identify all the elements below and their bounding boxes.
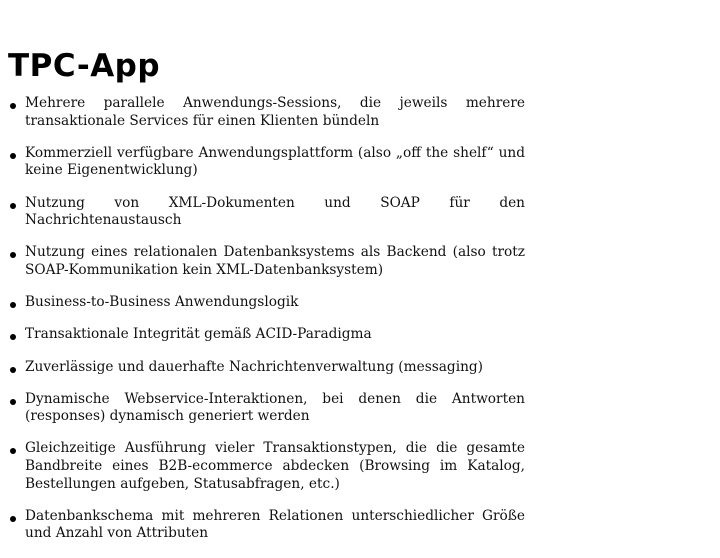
bullet-dot xyxy=(10,516,16,522)
bullet-text: Kommerziell verfügbare Anwendungsplattform (also „off the shelf“ und keine Eigenentwicklung) xyxy=(25,144,525,179)
bullet-text: Business-to-Business Anwendungslogik xyxy=(25,294,299,311)
bullet-text: Transaktionale Integrität gemäß ACID-Paradigma xyxy=(25,326,372,343)
bullet-item xyxy=(0,391,720,426)
bullet-item xyxy=(0,326,720,344)
bullet-list xyxy=(0,95,720,558)
bullet-item xyxy=(0,440,720,493)
bullet-item xyxy=(0,359,720,377)
bullet-dot xyxy=(10,203,16,209)
bullet-text: Dynamische Webservice-Interaktionen, bei denen die Antworten (responses) dynamisch generiert werden xyxy=(25,390,525,425)
bullet-dot xyxy=(10,153,16,159)
bullet-text: Nutzung von XML-Dokumenten und SOAP für den Nachrichtenaustausch xyxy=(25,194,525,229)
bullet-item xyxy=(0,145,720,180)
bullet-dot xyxy=(10,367,16,373)
bullet-item xyxy=(0,195,720,230)
bullet-dot xyxy=(10,302,16,308)
bullet-text: Nutzung eines relationalen Datenbanksystems als Backend (also trotz SOAP-Kommunikation kein XML-Datenbanksystem) xyxy=(25,244,525,278)
bullet-item xyxy=(0,244,720,279)
bullet-dot xyxy=(10,399,16,405)
bullet-dot xyxy=(10,448,16,454)
bullet-text: Datenbankschema mit mehreren Relationen unterschiedlicher Größe und Anzahl von Attributen xyxy=(25,507,525,542)
bullet-item xyxy=(0,95,720,130)
bullet-item xyxy=(0,508,720,543)
slide-title: TPC-App xyxy=(8,48,161,84)
bullet-text: Zuverlässige und dauerhafte Nachrichtenverwaltung (messaging) xyxy=(25,358,483,375)
bullet-item xyxy=(0,294,720,312)
bullet-text: Gleichzeitige Ausführung vieler Transaktionstypen, die die gesamte Bandbreite eines B2B-ecommerce abdecken (Browsing im Katalog, Bestellungen aufgeben, Statusabfragen, etc.) xyxy=(25,440,525,492)
bullet-dot xyxy=(10,252,16,258)
bullet-text: Mehrere parallele Anwendungs-Sessions, die jeweils mehrere transaktionale Services für einen Klienten bündeln xyxy=(25,95,525,129)
bullet-dot xyxy=(10,334,16,340)
bullet-dot xyxy=(10,103,16,109)
